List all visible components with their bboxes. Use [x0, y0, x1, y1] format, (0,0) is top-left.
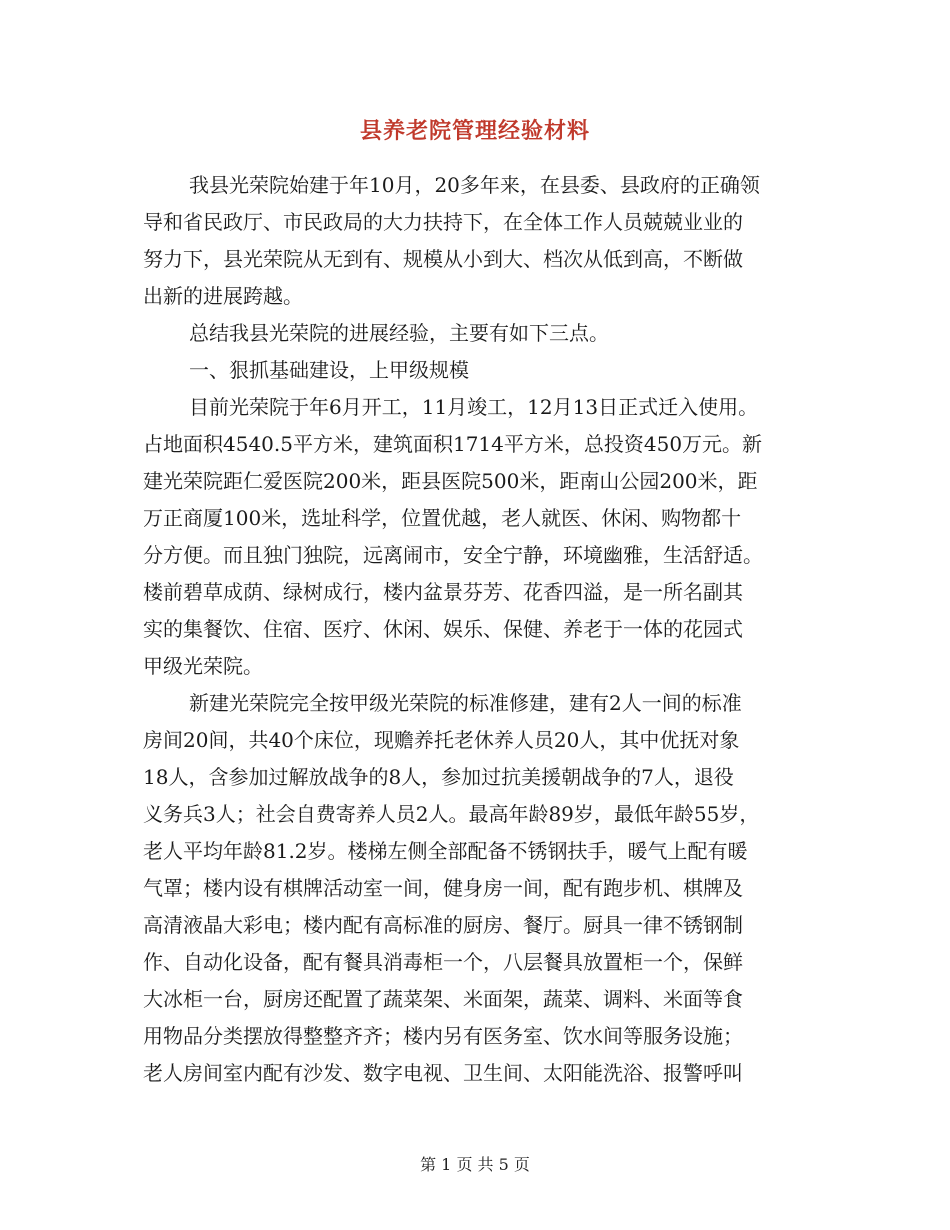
paragraph-line: 建光荣院距仁爱医院200米，距县医院500米，距南山公园200米，距 — [143, 469, 758, 493]
paragraph-line: 房间20间，共40个床位，现赡养托老休养人员20人，其中优抚对象 — [143, 728, 740, 752]
paragraph-line: 老人房间室内配有沙发、数字电视、卫生间、太阳能洗浴、报警呼叫 — [143, 1061, 743, 1085]
paragraph-line: 导和省民政厅、市民政局的大力扶持下，在全体工作人员兢兢业业的 — [143, 210, 743, 234]
paragraph-line: 高清液晶大彩电；楼内配有高标准的厨房、餐厅。厨具一律不锈钢制 — [143, 913, 743, 937]
paragraph-line: 甲级光荣院。 — [143, 654, 263, 678]
paragraph-line: 用物品分类摆放得整整齐齐；楼内另有医务室、饮水间等服务设施； — [143, 1024, 743, 1048]
paragraph-line: 18人，含参加过解放战争的8人，参加过抗美援朝战争的7人，退役 — [143, 765, 734, 789]
paragraph-line: 总结我县光荣院的进展经验，主要有如下三点。 — [189, 321, 609, 345]
paragraph-line: 目前光荣院于年6月开工，11月竣工，12月13日正式迁入使用。 — [189, 395, 759, 419]
paragraph-line: 分方便。而且独门独院，远离闹市，安全宁静，环境幽雅，生活舒适。 — [143, 543, 763, 567]
paragraph-line: 我县光荣院始建于年10月，20多年来，在县委、县政府的正确领 — [189, 173, 760, 197]
paragraph-line: 出新的进展跨越。 — [143, 284, 303, 308]
paragraph-line: 作、自动化设备，配有餐具消毒柜一个，八层餐具放置柜一个，保鲜 — [143, 950, 743, 974]
paragraph-line: 楼前碧草成荫、绿树成行，楼内盆景芬芳、花香四溢，是一所名副其 — [143, 580, 743, 604]
section-heading: 一、狠抓基础建设，上甲级规模 — [189, 358, 469, 382]
paragraph-line: 占地面积4540.5平方米，建筑面积1714平方米，总投资450万元。新 — [143, 432, 763, 456]
paragraph-line: 气罩；楼内设有棋牌活动室一间，健身房一间，配有跑步机、棋牌及 — [143, 876, 743, 900]
paragraph-line: 万正商厦100米，选址科学，位置优越，老人就医、休闲、购物都十 — [143, 506, 742, 530]
paragraph-line: 实的集餐饮、住宿、医疗、休闲、娱乐、保健、养老于一体的花园式 — [143, 617, 743, 641]
paragraph-line: 新建光荣院完全按甲级光荣院的标准修建，建有2人一间的标准 — [189, 691, 742, 715]
paragraph-line: 大冰柜一台，厨房还配置了蔬菜架、米面架，蔬菜、调料、米面等食 — [143, 987, 743, 1011]
document-title: 县养老院管理经验材料 — [359, 118, 590, 144]
paragraph-line: 老人平均年龄81.2岁。楼梯左侧全部配备不锈钢扶手，暖气上配有暖 — [143, 839, 748, 863]
paragraph-line: 义务兵3人；社会自费寄养人员2人。最高年龄89岁，最低年龄55岁， — [143, 802, 760, 826]
page-number: 第 1 页 共 5 页 — [420, 1155, 530, 1174]
paragraph-line: 努力下，县光荣院从无到有、规模从小到大、档次从低到高，不断做 — [143, 247, 743, 271]
